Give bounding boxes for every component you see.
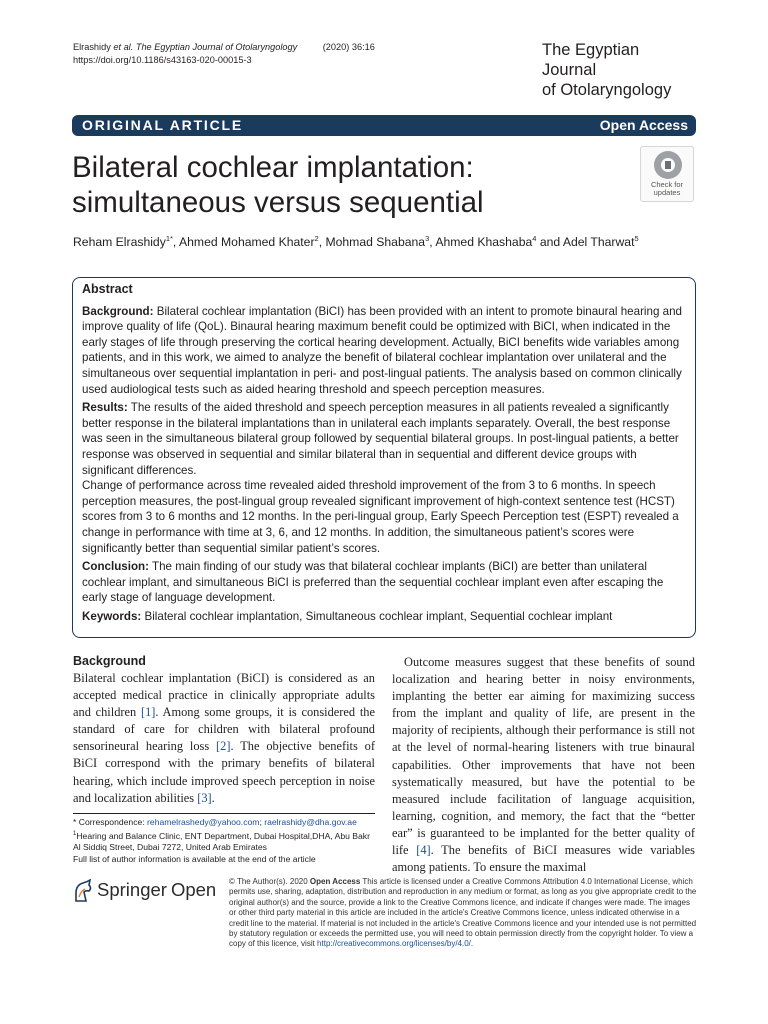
abstract-heading: Abstract	[82, 282, 133, 296]
email-link[interactable]: raelrashidy@dha.gov.ae	[264, 817, 357, 827]
body-paragraph-right: Outcome measures suggest that these benefits of sound localization and hearing better in noisy environments, implanting the better ear aiming for maximizing success from the implant and quality of life, are present in the majority of recipients, although their performance is still not at the level of normal-hearing listeners with true binaural capabilities. Other improvements that have not been systematically measured, but have the potential to be measured include facilitation of language acquisition, learning, cognition, and memory, the fact that the “better ear” is guaranteed to be implanted for the better quality of life [4]. The benefits of BiCI measures wide variables among patients. To ensure the maximal	[392, 655, 696, 875]
journal-name	[542, 40, 696, 100]
author-name: Ahmed Khashaba	[435, 235, 533, 250]
citation-header	[73, 41, 375, 67]
keywords-text: Bilateral cochlear implantation, Simultaneous cochlear implant, Sequential cochlear implant	[141, 609, 613, 623]
author-affiliation-sup: 5	[634, 234, 639, 243]
body-right-column	[392, 654, 695, 876]
full-author-info-note: Full list of author information is available at the end of the article	[73, 854, 316, 865]
check-updates-line1: Check for	[650, 180, 684, 189]
title-line1: Bilateral cochlear implantation:	[72, 151, 474, 184]
citation-journal: et al. The Egyptian Journal of Otolaryngology	[113, 42, 298, 52]
author-affiliation-sup: 2	[314, 234, 319, 243]
citation-year: (2020) 36:16	[322, 42, 375, 52]
author-name: Mohmad Shabana	[325, 235, 426, 250]
body-paragraph-left: Bilateral cochlear implantation (BiCI) is considered as an accepted medical practice in clinically appropriate adults and children [1]. Among some groups, it is considered the standard of care for children with bilateral profound sensorineural hearing loss [2]. The objective benefits of BiCI correspond with the primary benefits of bilateral hearing, which include improved speech perception in noise and localization abilities [3].	[73, 671, 375, 805]
keywords-label: Keywords:	[82, 609, 142, 623]
abstract-results	[82, 400, 685, 478]
citation-link[interactable]: [3]	[197, 790, 212, 805]
author-name: Ahmed Mohamed Khater	[179, 235, 315, 250]
results-text: The results of the aided threshold and speech perception measures in all patients revealed a significantly better response in the bilateral implantations than in unilateral each implants separately. Overall, the best response was seen in the simultaneous bilateral group followed by sequential bilateral groups. In post-lingual patients, a better response was observed in sequential and similar bilateral than in sequential and different device groups with significant differences.	[82, 401, 679, 477]
body-left-column	[73, 654, 375, 807]
abstract-results-continued: Change of performance across time revealed aided threshold improvement of the from 3 to 6 months. In speech perception measures, the post-lingual group revealed significant improvement of high-context sentence test (HCST) scores from 3 to 6 months and 12 months. In the peri-lingual group, Early Speech Perception test (ESPT) revealed a change in performance with time at 3, 6, and 12 months. In addition, the simultaneous patient’s scores were significantly better than sequential similar patient’s scores.	[82, 479, 679, 555]
background-text: Bilateral cochlear implantation (BiCI) has been provided with an intent to promote binaural hearing and improve quality of life (QoL). Binaural hearing maximum benefit could be optimized with BiCI, when indicated in the early stages of life through preserving the cortical hearing development. Actually, BiCI benefits wide variables among patients, and in this work, we aimed to analyze the benefit of bilateral cochlear implantation over unilateral and the simultaneous over sequential implantation in peri- and post-lingual patients. The analysis based on common clinically used audiological tests such as aided hearing threshold and speech perception measures.	[82, 304, 682, 396]
citation-line	[73, 41, 375, 54]
check-updates-icon	[654, 151, 682, 179]
correspondence-label: * Correspondence:	[73, 817, 148, 827]
citation-link[interactable]: [1]	[140, 705, 156, 720]
license-url-link[interactable]: http://creativecommons.org/licenses/by/4.0/	[317, 939, 471, 949]
author-name: Adel Tharwat	[562, 235, 635, 250]
abstract-background	[82, 304, 685, 398]
doi-link[interactable]: https://doi.org/10.1186/s43163-020-00015-3	[73, 55, 252, 65]
conclusion-text: The main finding of our study was that bilateral cochlear implants (BiCI) are better than unilateral cochlear implant, and simultaneous BiCI is preferred than the sequential cochlear implant even after escaping the early stage of language development.	[82, 560, 664, 605]
check-for-updates-badge[interactable]	[640, 146, 694, 202]
author-affiliation-sup: 1*	[165, 234, 173, 243]
author-affiliation-sup: 3	[425, 234, 430, 243]
springer-horse-icon	[73, 879, 93, 903]
journal-name-line2: of Otolaryngology	[542, 81, 672, 99]
correspondence-footnote: * Correspondence: rehamelrashedy@yahoo.com; raelrashidy@dha.gov.ae $^1$Hearing and Balance Clinic, ENT Department, Dubai Hospital,DHA, Abu Bakr Al Siddiq Street, Dubai 7272, United Arab Emirates Full list of author information is available at the end of the article	[73, 813, 375, 866]
publisher-name: Springer	[97, 879, 167, 900]
journal-name-line1: The Egyptian Journal	[542, 41, 640, 79]
citation-link[interactable]: [4]	[416, 843, 431, 858]
author-affiliation-sup: 4	[532, 234, 537, 243]
article-type-label: ORIGINAL ARTICLE	[82, 117, 244, 133]
article-title	[72, 150, 612, 220]
affiliation-text: Hearing and Balance Clinic, ENT Department, Dubai Hospital,DHA, Abu Bakr Al Siddiq Street, Dubai 7272, United Arab Emirates	[73, 830, 370, 853]
abstract-keywords	[82, 609, 685, 625]
abstract-conclusion	[82, 559, 685, 606]
license-open-access: Open Access	[309, 877, 361, 886]
check-updates-line2: updates	[653, 188, 681, 197]
article-type-banner	[72, 115, 696, 136]
citation-authors: Elrashidy	[73, 42, 111, 52]
section-heading-background: Background	[73, 654, 146, 668]
author-name: Reham Elrashidy	[73, 235, 166, 250]
abstract-box	[72, 277, 696, 638]
author-list: Reham Elrashidy$^{1*}$, Ahmed Mohamed Khater$^2$, Mohmad Shabana$^3$, Ahmed Khashaba$^4$ and Adel Tharwat$^5$	[73, 234, 639, 250]
title-line2: simultaneous versus sequential	[72, 186, 484, 219]
email-link[interactable]: rehamelrashedy@yahoo.com	[147, 817, 260, 827]
springer-open-logo	[73, 877, 217, 911]
background-label: Background:	[82, 304, 154, 318]
conclusion-label: Conclusion:	[82, 560, 149, 574]
open-access-label: Open Access	[599, 117, 688, 133]
citation-link[interactable]: [2]	[216, 739, 231, 754]
results-label: Results:	[82, 401, 128, 415]
publisher-open: Open	[170, 879, 217, 900]
license-notice: © The Author(s). 2020 Open Access This article is licensed under a Creative Commons Attribution 4.0 International License, which permits use, sharing, adaptation, distribution and reproduction in any medium or format, as long as you give appropriate credit to the original author(s) and the source, provide a link to the Creative Commons licence, and indicate if changes were made. The images or other third party material in this article are included in the article's Creative Commons licence, unless indicated otherwise in a credit line to the material. If material is not included in the article's Creative Commons licence and your intended use is not permitted by statutory regulation or exceeds the permitted use, you will need to obtain permission directly from the copyright holder. To view a copy of this licence, visit http://creativecommons.org/licenses/by/4.0/.	[229, 877, 697, 949]
